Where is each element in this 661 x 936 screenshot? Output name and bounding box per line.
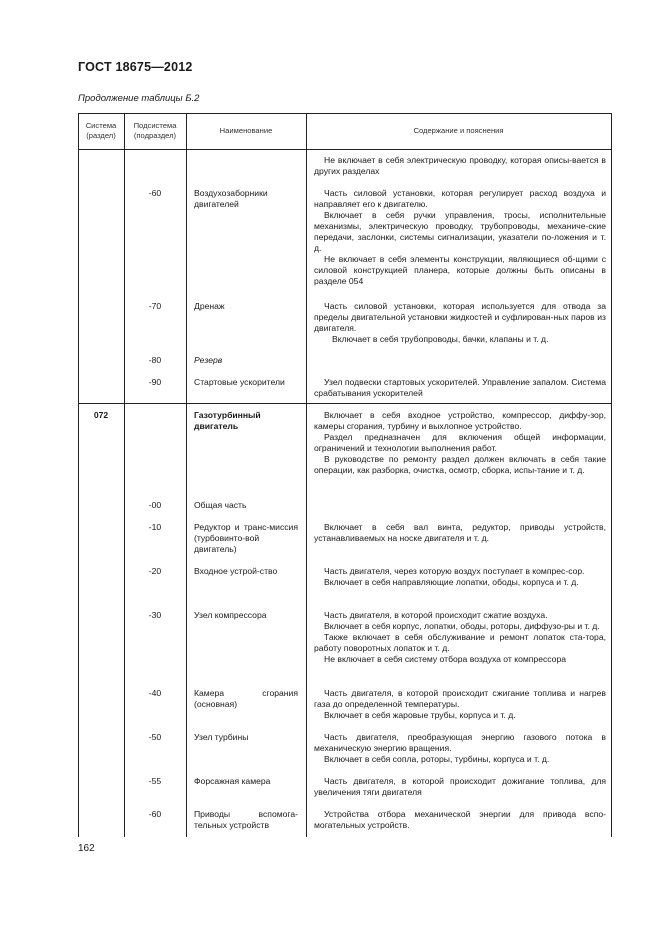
table-row-content: Включает в себя вал винта, редуктор, приводы устройств, устанавливаемых на носке двигателя и т. д. <box>314 522 606 543</box>
table-row-content: Устройства отбора механической энергии для привода вспо-могательных устройств. <box>314 809 606 830</box>
subsystem-name: Общая часть <box>194 500 247 510</box>
table-row-content: Часть двигателя, через которую воздух поступает в компрес-сор. Включает в себя направляющие лопатки, ободы, корпуса и т. д. <box>324 566 585 587</box>
subsystem-code: -30 <box>148 610 162 620</box>
subsystem-name: Входное устрой-ство <box>194 566 278 576</box>
table-caption: Продолжение таблицы Б.2 <box>78 93 200 104</box>
data-table <box>78 113 612 837</box>
document-header: ГОСТ 18675—2012 <box>78 60 193 74</box>
system-name: Газотурбинный двигатель <box>194 410 261 431</box>
subsystem-name: Приводы вспомога-тельных устройств <box>194 809 298 830</box>
subsystem-name: Форсажная камера <box>194 776 271 786</box>
table-row-content: Часть силовой установки, которая используется для отвода за пределы двигательной установки жидкостей и суфлирован-ных паров из двигателя. Включает в себя трубопроводы, бачки, клапаны и т. д. <box>314 301 606 344</box>
column-header-subsystem: Подсистема (подраздел) <box>133 121 177 140</box>
header-bottom-border <box>78 149 612 150</box>
table-row-content: Не включает в себя электрическую проводку, которая описы-вается в других разделах <box>314 155 606 176</box>
subsystem-code: -55 <box>148 776 162 786</box>
subsystem-code: -00 <box>148 500 162 510</box>
subsystem-code: -10 <box>148 522 162 532</box>
table-row-content: Часть двигателя, в которой происходит дожигание топлива, для увеличения тяги двигателя <box>314 776 606 797</box>
subsystem-name: Редуктор и транс-миссия (турбовинто-вой двигатель) <box>194 522 298 554</box>
subsystem-code: -60 <box>148 188 162 198</box>
subsystem-code: -60 <box>148 809 162 819</box>
column-divider <box>611 113 612 837</box>
system-code: 072 <box>93 410 109 420</box>
table-row-content: Включает в себя входное устройство, компрессор, диффу-зор, камеры сгорания, турбину и выхлопное устройство. Раздел предназначен для включения общей информации, ограничений и технологии выполнения работ. В руководстве по ремонту раздел должен включать в себя такие операции, как разборка, очистка, осмотр, сборка, испы-тание и т. д. <box>314 410 606 475</box>
subsystem-name: Резерв <box>194 355 223 365</box>
column-divider <box>186 113 187 837</box>
page-number: 162 <box>78 843 95 854</box>
subsystem-code: -20 <box>148 566 162 576</box>
subsystem-code: -50 <box>148 732 162 742</box>
subsystem-code: -40 <box>148 688 162 698</box>
subsystem-name: Узел турбины <box>194 732 249 742</box>
table-row-content: Узел подвески стартовых ускорителей. Управление запалом. Система срабатывания ускорителей <box>314 377 606 398</box>
subsystem-name: Стартовые ускорители <box>194 377 285 387</box>
column-header-system: Система (раздел) <box>85 121 117 140</box>
subsystem-name: Камера сгорания (основная) <box>194 688 298 709</box>
column-header-content: Содержание и пояснения <box>413 126 504 135</box>
subsystem-name: Дренаж <box>194 301 225 311</box>
table-row-content: Часть двигателя, в которой происходит сжатие воздуха. Включает в себя корпус, лопатки, ободы, роторы, диффузо-ры и т. д. Также включает в себя обслуживание и ремонт лопаток ста-тора, работу поворотных лопаток и т. д. Не включает в себя систему отбора воздуха от компрессора <box>314 610 606 664</box>
table-row-content: Часть двигателя, преобразующая энергию газового потока в механическую энергию вращения. Включает в себя сопла, роторы, турбины, корпуса и т. д. <box>314 732 606 764</box>
subsystem-code: -90 <box>148 377 162 387</box>
column-divider <box>306 113 307 837</box>
subsystem-code: -70 <box>148 301 162 311</box>
subsystem-code: -80 <box>148 355 162 365</box>
subsystem-name: Узел компрессора <box>194 610 267 620</box>
table-row-content: Часть двигателя, в которой происходит сжигание топлива и нагрев газа до определенной температуры. Включает в себя жаровые трубы, корпуса и т. д. <box>314 688 606 720</box>
subsystem-name: Воздухозаборники двигателей <box>194 188 268 209</box>
table-row-content: Часть силовой установки, которая регулирует расход воздуха и направляет его к двигателю. Включает в себя ручки управления, тросы, исполнительные механизмы, электрическую проводку, трубопроводы, механиче-ские передачи, заслонки, системы сигнализации, указатели по-ложения и т. д. Не включает в себя элементы конструкции, являющиеся об-щими с силовой конструкцией планера, которые должны быть описаны в разделе 054 <box>314 188 606 286</box>
column-header-name: Наименование <box>219 126 273 135</box>
column-divider <box>78 113 79 837</box>
column-divider <box>124 113 125 837</box>
section-divider <box>78 403 612 404</box>
